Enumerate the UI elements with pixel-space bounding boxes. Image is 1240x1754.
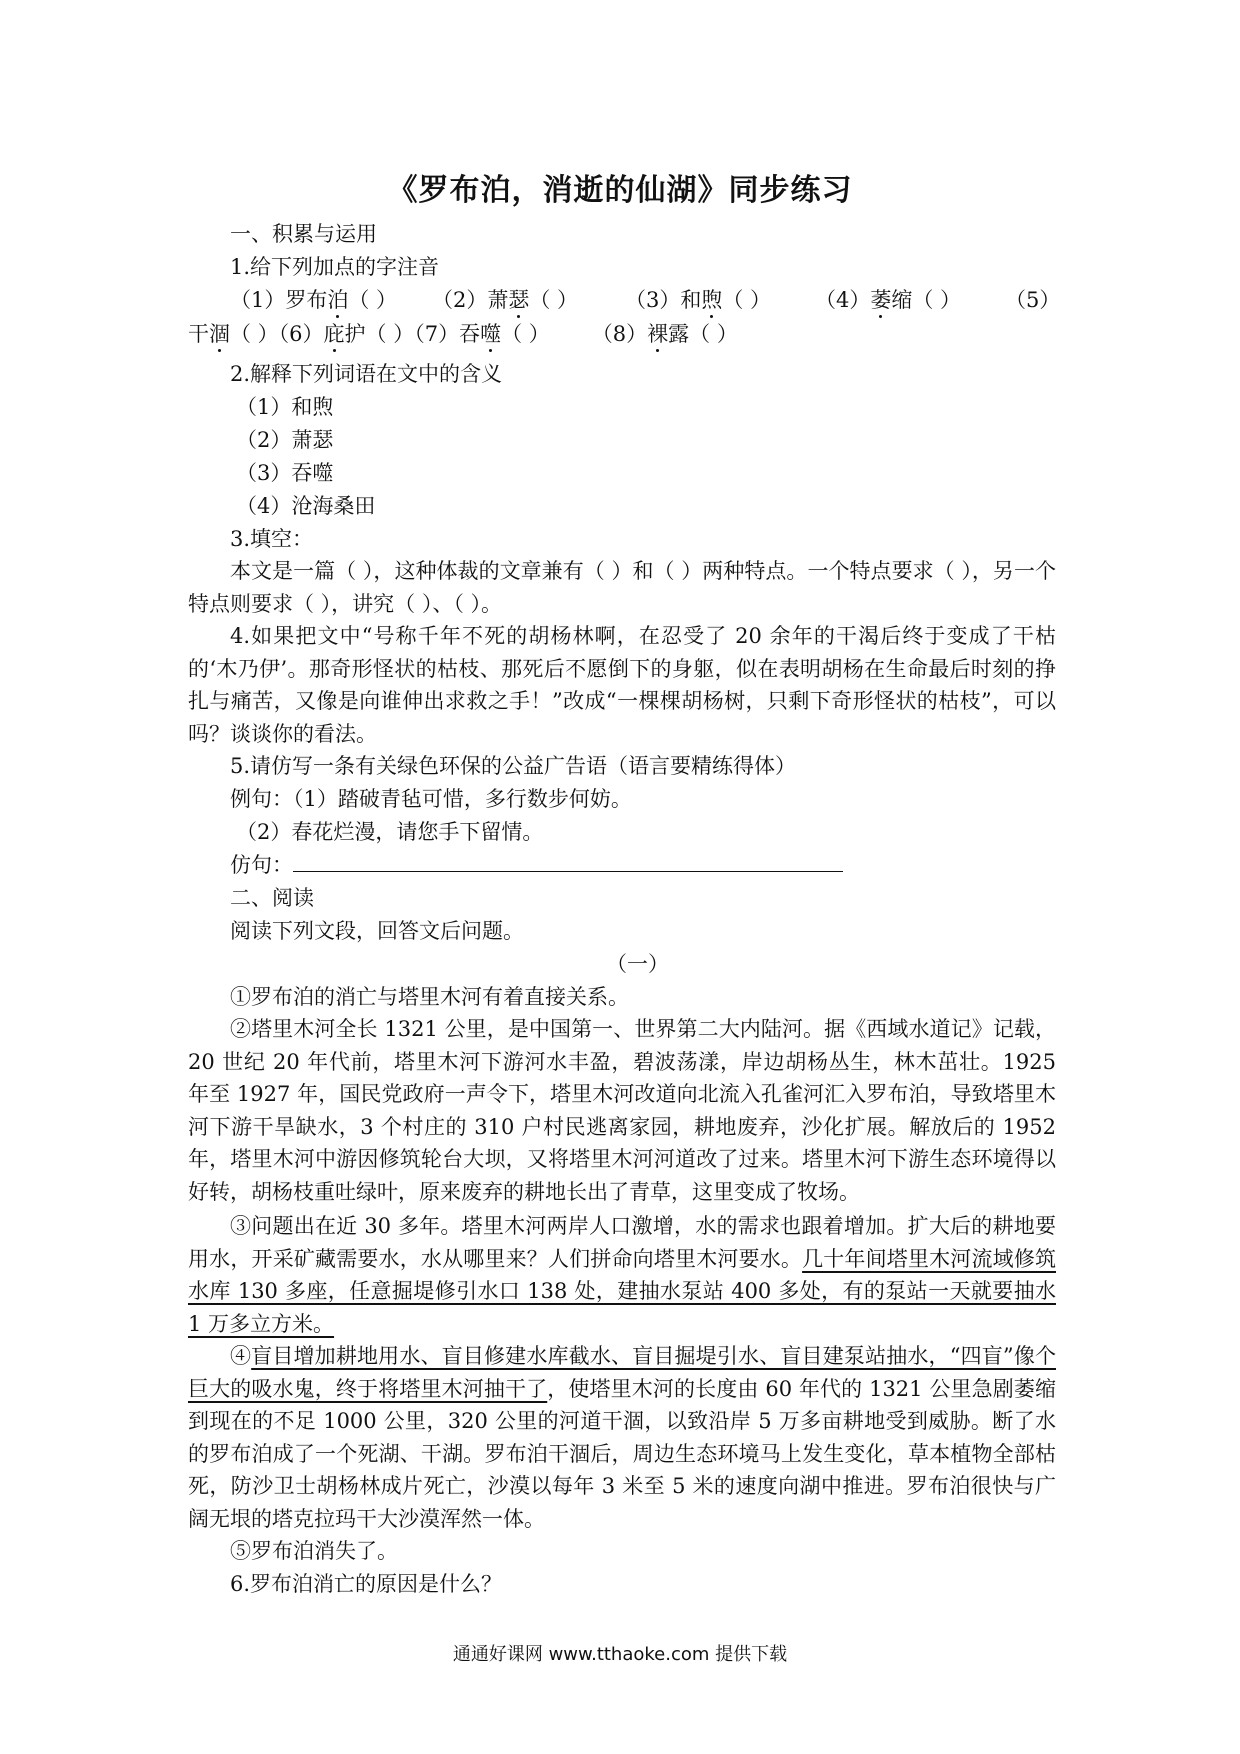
passage-paragraph-3: ③问题出在近 30 多年。塔里木河两岸人口激增，水的需求也跟着增加。扩大后的耕地要用水，开采矿藏需要水，水从哪里来？人们拼命向塔里木河要水。几十年间塔里木河流域修筑水库 130 多座，任意掘堤修引水口 138 处，建抽水泵站 400 多处，有的泵站一天就要抽水 1 万多立方米。	[188, 1214, 1057, 1336]
question-2-item: （1）和煦	[236, 395, 334, 419]
passage-paragraph-4: ④盲目增加耕地用水、盲目修建水库截水、盲目掘堤引水、盲目建泵站抽水，“四盲”像个巨大的吸水鬼，终于将塔里木河抽干了，使塔里木河的长度由 60 年代的 1321 公里急剧萎缩到现在的不足 1000 公里，320 公里的河道干涸，以致沿岸 5 万多亩耕地受到威胁。断了水的罗布泊成了一个死湖、干湖。罗布泊干涸后，周边生态环境马上发生变化，草本植物全部枯死，防沙卫士胡杨林成片死亡，沙漠以每年 3 米至 5 米的速度向湖中推进。罗布泊很快与广阔无垠的塔克拉玛干大沙漠浑然一体。	[188, 1344, 1057, 1531]
reading-instructions: 阅读下列文段，回答文后问题。	[230, 919, 524, 943]
question-5-example-1: 例句：（1）踏破青毡可惜，多行数步何妨。	[230, 787, 632, 811]
section-heading-reading: 二、阅读	[230, 886, 314, 910]
question-2-item: （3）吞噬	[236, 461, 334, 485]
question-6: 6.罗布泊消亡的原因是什么？	[230, 1572, 503, 1596]
passage-paragraph-2: ②塔里木河全长 1321 公里，是中国第一、世界第二大内陆河。据《西域水道记》记载，20 世纪 20 年代前，塔里木河下游河水丰盈，碧波荡漾，岸边胡杨丛生，林木茁壮。1925 年至 1927 年，国民党政府一声令下，塔里木河改道向北流入孔雀河汇入罗布泊，导致塔里木河下游干旱缺水，3 个村庄的 310 户村民逃离家园，耕地废弃，沙化扩展。解放后的 1952 年，塔里木河中游因修筑轮台大坝，又将塔里木河河道改了过来。塔里木河下游生态环境得以好转，胡杨枝重吐绿叶，原来废弃的耕地长出了青草，这里变成了牧场。	[188, 1017, 1056, 1204]
question-1-item-1: （1）罗布泊（ ）	[230, 288, 398, 312]
question-5-example-2: （2）春花烂漫，请您手下留情。	[236, 820, 544, 844]
question-2-item: （2）萧瑟	[236, 428, 334, 452]
section-heading-accumulation: 一、积累与运用	[230, 222, 377, 246]
question-1-item-5-label: （5）	[1005, 288, 1061, 312]
passage-paragraph-1: ①罗布泊的消亡与塔里木河有着直接关系。	[230, 985, 629, 1009]
question-3-text: 本文是一篇（ ），这种体裁的文章兼有（ ）和（ ）两种特点。一个特点要求（ ），另一个特点则要求（ ），讲究（ ）、（ ）。	[188, 559, 1056, 616]
question-3-stem: 3.填空：	[230, 527, 314, 551]
question-2-item: （4）沧海桑田	[236, 494, 376, 518]
question-5-stem: 5.请仿写一条有关绿色环保的公益广告语（语言要精练得体）	[230, 754, 797, 778]
question-1-row-2: 干涸（ ）（6）庇护（ ）（7）吞噬（ ） （8）裸露（ ）	[188, 322, 738, 346]
page-footer: 通通好课网 www.tthaoke.com 提供下载	[452, 1644, 788, 1665]
page-title: 《罗布泊，消逝的仙湖》同步练习	[387, 173, 853, 208]
passage-part-label: （一）	[606, 952, 669, 976]
answer-blank-line	[293, 851, 843, 872]
question-1-item-4: （4）萎缩（ ）	[815, 288, 962, 312]
passage-paragraph-5: ⑤罗布泊消失了。	[230, 1539, 398, 1563]
question-2-stem: 2.解释下列词语在文中的含义	[230, 362, 503, 386]
question-1-stem: 1.给下列加点的字注音	[230, 255, 440, 279]
question-4-text: 4.如果把文中“号称千年不死的胡杨林啊，在忍受了 20 余年的干渴后终于变成了干枯的‘木乃伊’。那奇形怪状的枯枝、那死后不愿倒下的身躯，似在表明胡杨在生命最后时刻的挣扎与痛苦，又像是向谁伸出求救之手！”改成“一棵棵胡杨树，只剩下奇形怪状的枯枝”，可以吗？谈谈你的看法。	[188, 624, 1056, 746]
question-1-item-2: （2）萧瑟（ ）	[432, 288, 579, 312]
question-5-imitation: 仿句：	[230, 851, 843, 879]
question-1-item-3: （3）和煦（ ）	[625, 288, 772, 312]
